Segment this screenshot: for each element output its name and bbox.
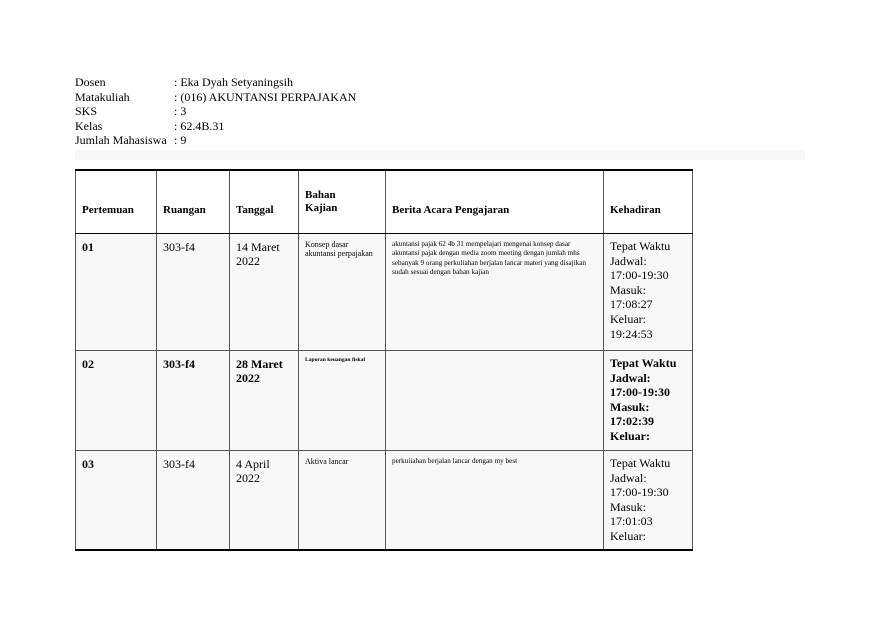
kehadiran-keluar-label: Keluar: — [610, 311, 646, 326]
row-kehadiran — [604, 234, 693, 351]
table-row — [76, 451, 693, 550]
kehadiran-keluar-label: Keluar: — [610, 528, 646, 543]
header-bahan-line1: Bahan — [305, 189, 336, 201]
table-row — [76, 351, 693, 451]
kehadiran-status: Tepat Waktu — [610, 456, 671, 470]
kehadiran-jadwal-label: Jadwal: — [610, 370, 651, 385]
kehadiran-masuk-label: Masuk: — [610, 499, 646, 514]
kehadiran-keluar: 19:24:53 — [610, 326, 653, 341]
info-row-jumlah — [75, 133, 356, 148]
kehadiran-jadwal: 17:00-19:30 — [610, 268, 669, 283]
matakuliah-value: : (016) AKUNTANSI PERPAJAKAN — [174, 89, 357, 104]
header-ruangan: Ruangan — [157, 170, 230, 234]
row-pertemuan: 02 — [76, 351, 157, 451]
kehadiran-jadwal: 17:00-19:30 — [610, 385, 670, 400]
info-row-sks — [75, 104, 356, 119]
row-kehadiran — [604, 351, 693, 451]
course-info — [75, 75, 356, 148]
row-kehadiran — [604, 451, 693, 550]
header-pertemuan: Pertemuan — [76, 170, 157, 234]
kelas-value: : 62.4B.31 — [174, 118, 225, 133]
kehadiran-masuk: 17:02:39 — [610, 414, 654, 429]
row-berita-acara: perkuiiahan berjalan lancar dengan my best — [386, 451, 604, 550]
header-berita-acara: Berita Acara Pengajaran — [386, 170, 604, 234]
row-berita-acara: akuntansi pajak 62 4b 31 mempelajari mengenai konsep dasar akuntansi pajak dengan media zoom meeting dengan jumlah mhs sebanyak 9 orang perkuliahan berjalan lancar materi yang disajikan sudah sesuai dengan bahan kajian — [386, 234, 604, 351]
header-bahan-kajian — [299, 170, 386, 234]
divider-band — [75, 150, 805, 160]
sks-label: SKS — [75, 104, 98, 119]
info-row-kelas — [75, 119, 356, 134]
row-ruangan: 303-f4 — [157, 351, 230, 451]
dosen-value: : Eka Dyah Setyaningsih — [174, 75, 293, 89]
row-tanggal: 14 Maret 2022 — [230, 234, 299, 351]
jumlah-mahasiswa-label: Jumlah Mahasiswa — [75, 133, 167, 148]
kehadiran-jadwal-label: Jadwal: — [610, 470, 647, 485]
dosen-label: Dosen — [75, 75, 106, 89]
matakuliah-label: Matakuliah — [75, 89, 130, 104]
table-row — [76, 234, 693, 351]
kelas-label: Kelas — [75, 118, 103, 133]
row-berita-acara — [386, 351, 604, 451]
kehadiran-keluar-label: Keluar: — [610, 428, 650, 443]
kehadiran-jadwal-label: Jadwal: — [610, 253, 647, 268]
kehadiran-jadwal: 17:00-19:30 — [610, 485, 669, 500]
kehadiran-status: Tepat Waktu — [610, 356, 677, 370]
row-tanggal: 28 Maret 2022 — [230, 351, 299, 451]
kehadiran-masuk-label: Masuk: — [610, 282, 646, 297]
header-kehadiran: Kehadiran — [604, 170, 693, 234]
row-tanggal: 4 April 2022 — [230, 451, 299, 550]
kehadiran-masuk-label: Masuk: — [610, 399, 650, 414]
attendance-table — [75, 169, 693, 551]
row-bahan-kajian: Laporan keuangan fiskal — [299, 351, 386, 451]
row-bahan-kajian: Aktiva lancar — [299, 451, 386, 550]
header-tanggal: Tanggal — [230, 170, 299, 234]
row-bahan-kajian: Konsep dasar akuntansi perpajakan — [299, 234, 386, 351]
row-pertemuan: 03 — [76, 451, 157, 550]
row-ruangan: 303-f4 — [157, 234, 230, 351]
jumlah-mahasiswa-value: : 9 — [174, 133, 187, 148]
header-bahan-line2: Kajian — [305, 202, 338, 214]
row-ruangan: 303-f4 — [157, 451, 230, 550]
kehadiran-status: Tepat Waktu — [610, 239, 671, 253]
table-header-row — [76, 170, 693, 234]
info-row-matakuliah — [75, 90, 356, 105]
kehadiran-masuk: 17:01:03 — [610, 514, 653, 529]
kehadiran-masuk: 17:08:27 — [610, 297, 653, 312]
sks-value: : 3 — [174, 104, 187, 119]
row-pertemuan: 01 — [76, 234, 157, 351]
info-row-dosen — [75, 75, 356, 90]
